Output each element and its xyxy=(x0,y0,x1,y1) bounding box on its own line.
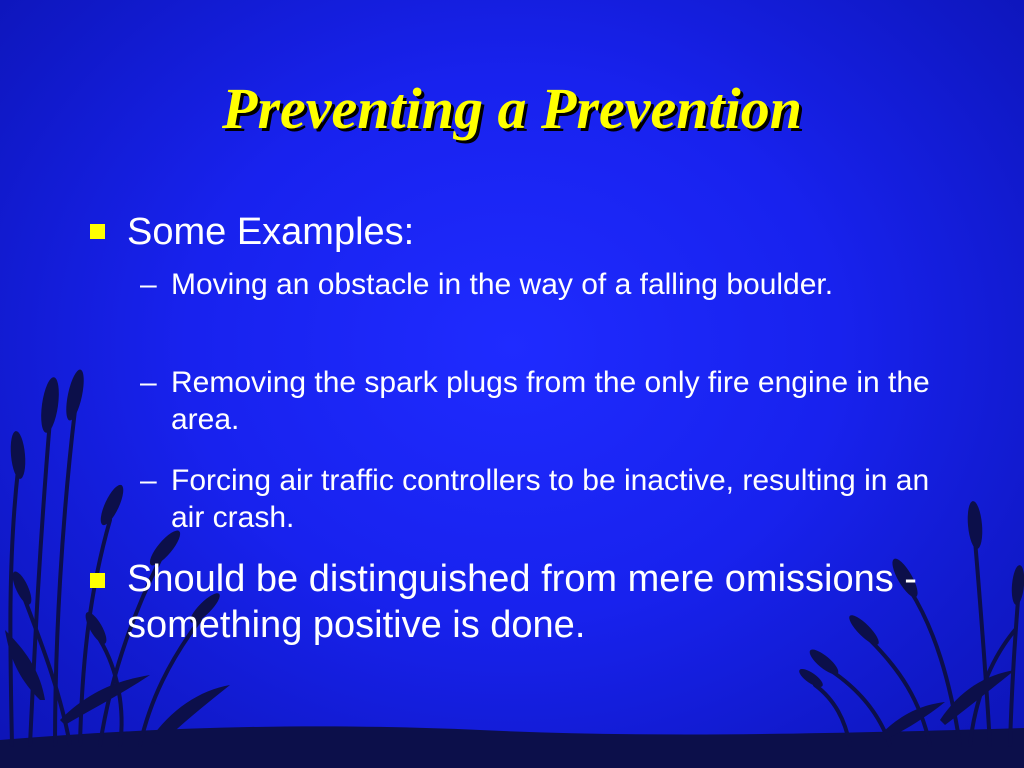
slide-title: Preventing a Prevention xyxy=(222,76,802,141)
sub-bullet-text: Forcing air traffic controllers to be inactive, resulting in an air crash. xyxy=(171,464,930,534)
dash-bullet-icon: – xyxy=(140,268,157,301)
sub-bullet-item xyxy=(140,462,940,536)
square-bullet-icon xyxy=(90,224,105,239)
sub-bullet-item xyxy=(140,266,940,303)
sub-bullet-text: Moving an obstacle in the way of a falling boulder. xyxy=(171,268,834,301)
bullet-item xyxy=(90,556,930,648)
sub-bullet-text: Removing the spark plugs from the only fire engine in the area. xyxy=(171,366,930,436)
sub-bullet-item xyxy=(140,364,940,438)
ground-silhouette xyxy=(0,726,1024,768)
bullet-text: Some Examples: xyxy=(127,211,415,253)
bullet-item xyxy=(90,209,930,255)
dash-bullet-icon: – xyxy=(140,464,157,497)
square-bullet-icon xyxy=(90,573,105,588)
bullet-text: Should be distinguished from mere omissions - something positive is done. xyxy=(127,558,917,646)
dash-bullet-icon: – xyxy=(140,366,157,399)
